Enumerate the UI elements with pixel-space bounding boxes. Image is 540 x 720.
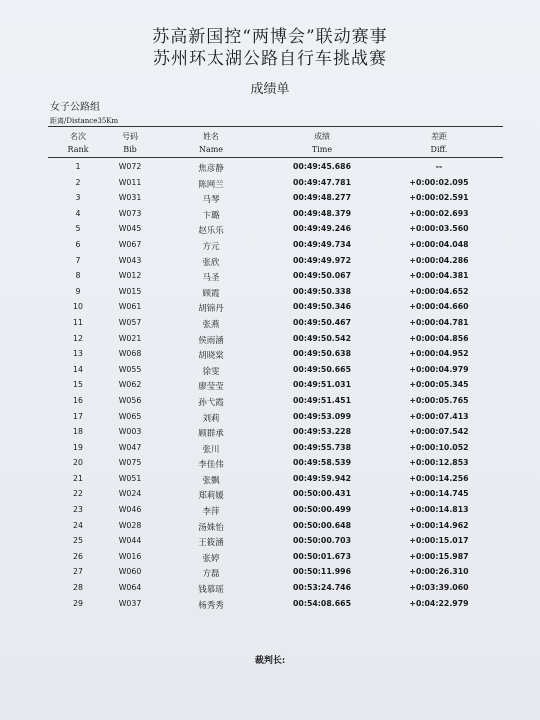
time-cell: 00:50:00.648 (292, 520, 352, 530)
rank-cell: 14 (73, 364, 83, 374)
distance-label: 距离/Distance35Km (50, 117, 119, 125)
table-row (0, 363, 540, 379)
time-cell: 00:49:55.738 (292, 442, 352, 452)
bib-cell: W060 (118, 567, 142, 577)
time-cell: 00:49:50.542 (292, 333, 352, 343)
table-row (0, 332, 540, 348)
bib-cell: W064 (118, 583, 142, 593)
table-row (0, 160, 540, 176)
name-cell: 郑莉媛 (198, 491, 224, 502)
rank-cell: 2 (75, 177, 81, 187)
time-cell: 00:49:53.099 (292, 411, 352, 421)
header-diff-en: Diff. (430, 145, 448, 154)
name-cell: 顾群承 (198, 429, 224, 440)
table-row (0, 441, 540, 457)
bib-cell: W061 (118, 302, 142, 312)
name-cell: 陈网兰 (198, 179, 224, 190)
rank-cell: 25 (73, 536, 83, 546)
diff-cell: +0:00:02.095 (409, 177, 469, 187)
diff-cell: -- (435, 162, 443, 171)
bib-cell: W015 (118, 286, 142, 296)
diff-cell: +0:00:12.853 (409, 458, 469, 468)
bib-cell: W003 (118, 427, 142, 437)
bib-cell: W055 (118, 364, 142, 374)
rank-cell: 22 (73, 489, 83, 499)
table-row (0, 222, 540, 238)
time-cell: 00:49:50.346 (292, 302, 352, 312)
bib-cell: W043 (118, 255, 142, 265)
name-cell: 徐雯 (202, 366, 220, 377)
time-cell: 00:49:48.277 (292, 193, 352, 203)
bib-cell: W065 (118, 411, 142, 421)
rank-cell: 15 (73, 380, 83, 390)
bib-cell: W012 (118, 271, 142, 281)
document-title: 成绩单 (250, 82, 290, 97)
bib-cell: W056 (118, 395, 142, 405)
diff-cell: +0:00:04.652 (409, 286, 469, 296)
table-row (0, 254, 540, 270)
table-row (0, 503, 540, 519)
rank-cell: 20 (73, 458, 83, 468)
header-bib-cn: 号码 (122, 132, 138, 141)
name-cell: 卞璐 (202, 210, 220, 221)
table-row (0, 581, 540, 597)
diff-cell: +0:00:03.560 (409, 224, 469, 234)
rank-cell: 5 (75, 224, 81, 234)
table-row (0, 550, 540, 566)
name-cell: 王筱涵 (198, 538, 224, 549)
bib-cell: W046 (118, 505, 142, 515)
time-cell: 00:50:00.703 (292, 536, 352, 546)
time-cell: 00:49:59.942 (292, 473, 352, 483)
name-cell: 汤姝怡 (198, 522, 224, 533)
name-cell: 李萍 (202, 507, 220, 518)
diff-cell: +0:00:07.413 (409, 411, 469, 421)
diff-cell: +0:00:14.962 (409, 520, 469, 530)
bib-cell: W073 (118, 208, 142, 218)
diff-cell: +0:00:04.952 (409, 349, 469, 359)
diff-cell: +0:00:04.048 (409, 239, 469, 249)
table-row (0, 347, 540, 363)
bib-cell: W072 (118, 162, 142, 171)
name-cell: 张川 (202, 444, 220, 455)
diff-cell: +0:00:04.660 (409, 302, 469, 312)
diff-cell: +0:00:10.052 (409, 442, 469, 452)
rank-cell: 19 (73, 442, 83, 452)
bib-cell: W021 (118, 333, 142, 343)
bib-cell: W062 (118, 380, 142, 390)
header-rank-en: Rank (67, 145, 89, 154)
bib-cell: W031 (118, 193, 142, 203)
diff-cell: +0:00:26.310 (409, 567, 469, 577)
results-table-body (0, 160, 540, 612)
diff-cell: +0:00:04.286 (409, 255, 469, 265)
name-cell: 张飘 (202, 475, 220, 486)
time-cell: 00:49:50.665 (292, 364, 352, 374)
name-cell: 马圣 (202, 273, 220, 284)
rank-cell: 18 (73, 427, 83, 437)
rank-cell: 11 (73, 317, 83, 327)
table-row (0, 425, 540, 441)
name-cell: 张燕 (202, 319, 220, 330)
rank-cell: 27 (73, 567, 83, 577)
diff-cell: +0:03:39.060 (409, 583, 469, 593)
diff-cell: +0:00:15.987 (409, 551, 469, 561)
header-rank-cn: 名次 (70, 132, 86, 141)
time-cell: 00:49:50.638 (292, 349, 352, 359)
name-cell: 胡锦丹 (198, 304, 224, 315)
rank-cell: 4 (75, 208, 81, 218)
rank-cell: 29 (73, 598, 83, 608)
time-cell: 00:49:50.338 (292, 286, 352, 296)
diff-cell: +0:00:02.591 (409, 193, 469, 203)
rank-cell: 17 (73, 411, 83, 421)
rank-cell: 16 (73, 395, 83, 405)
header-time-en: Time (311, 145, 333, 154)
event-title-line1: 苏高新国控“两博会”联动赛事 (152, 27, 388, 47)
event-title-line2: 苏州环太湖公路自行车挑战赛 (153, 49, 387, 69)
name-cell: 杨秀秀 (198, 600, 224, 611)
table-header-rule (48, 157, 503, 158)
name-cell: 刘莉 (202, 413, 220, 424)
diff-cell: +0:04:22.979 (409, 598, 469, 608)
time-cell: 00:49:49.972 (292, 255, 352, 265)
table-row (0, 534, 540, 550)
bib-cell: W047 (118, 442, 142, 452)
time-cell: 00:50:11.996 (292, 567, 352, 577)
time-cell: 00:49:51.031 (292, 380, 352, 390)
table-row (0, 410, 540, 426)
name-cell: 焦彦静 (198, 164, 224, 174)
time-cell: 00:54:08.665 (292, 598, 352, 608)
diff-cell: +0:00:02.693 (409, 208, 469, 218)
name-cell: 顾霞 (202, 288, 220, 299)
rank-cell: 13 (73, 349, 83, 359)
table-row (0, 191, 540, 207)
rank-cell: 8 (75, 271, 81, 281)
diff-cell: +0:00:04.979 (409, 364, 469, 374)
name-cell: 张欣 (202, 257, 220, 268)
time-cell: 00:49:45.686 (292, 162, 352, 171)
diff-cell: +0:00:07.542 (409, 427, 469, 437)
rank-cell: 26 (73, 551, 83, 561)
bib-cell: W067 (118, 239, 142, 249)
time-cell: 00:50:00.499 (292, 505, 352, 515)
bib-cell: W044 (118, 536, 142, 546)
rank-cell: 3 (75, 193, 81, 203)
table-row (0, 378, 540, 394)
name-cell: 马琴 (202, 195, 220, 206)
time-cell: 00:53:24.746 (292, 583, 352, 593)
rank-cell: 10 (73, 302, 83, 312)
time-cell: 00:49:49.734 (292, 239, 352, 249)
name-cell: 孙弋霞 (198, 397, 224, 408)
name-cell: 赵乐乐 (198, 226, 224, 237)
table-row (0, 472, 540, 488)
diff-cell: +0:00:14.745 (409, 489, 469, 499)
rank-cell: 23 (73, 505, 83, 515)
time-cell: 00:49:48.379 (292, 208, 352, 218)
rank-cell: 28 (73, 583, 83, 593)
bib-cell: W024 (118, 489, 142, 499)
time-cell: 00:49:49.246 (292, 224, 352, 234)
bib-cell: W016 (118, 551, 142, 561)
table-row (0, 285, 540, 301)
name-cell: 李佳伟 (198, 460, 224, 471)
table-row (0, 456, 540, 472)
bib-cell: W051 (118, 473, 142, 483)
header-name-cn: 姓名 (203, 132, 219, 141)
rank-cell: 24 (73, 520, 83, 530)
rank-cell: 6 (75, 239, 81, 249)
time-cell: 00:49:50.067 (292, 271, 352, 281)
table-row (0, 316, 540, 332)
bib-cell: W057 (118, 317, 142, 327)
bib-cell: W028 (118, 520, 142, 530)
rank-cell: 1 (75, 162, 81, 171)
referee-signature-label: 裁判长: (254, 656, 286, 666)
diff-cell: +0:00:14.813 (409, 505, 469, 515)
rank-cell: 7 (75, 255, 81, 265)
table-row (0, 176, 540, 192)
diff-cell: +0:00:14.256 (409, 473, 469, 483)
group-label: 女子公路组 (50, 102, 100, 113)
diff-cell: +0:00:04.381 (409, 271, 469, 281)
time-cell: 00:49:47.781 (292, 177, 352, 187)
name-cell: 钱慕瑶 (198, 585, 224, 596)
table-row (0, 269, 540, 285)
bib-cell: W045 (118, 224, 142, 234)
header-diff-cn: 差距 (431, 132, 447, 141)
rank-cell: 9 (75, 286, 81, 296)
time-cell: 00:49:50.467 (292, 317, 352, 327)
time-cell: 00:50:01.673 (292, 551, 352, 561)
name-cell: 侯雨涵 (198, 335, 224, 346)
bib-cell: W037 (118, 598, 142, 608)
table-row (0, 394, 540, 410)
rank-cell: 21 (73, 473, 83, 483)
table-row (0, 597, 540, 613)
name-cell: 张婷 (202, 553, 220, 564)
table-row (0, 519, 540, 535)
header-time-cn: 成绩 (314, 132, 330, 141)
table-row (0, 487, 540, 503)
time-cell: 00:49:51.451 (292, 395, 352, 405)
bib-cell: W068 (118, 349, 142, 359)
diff-cell: +0:00:05.345 (409, 380, 469, 390)
name-cell: 方磊 (202, 569, 220, 580)
table-row (0, 238, 540, 254)
header-bib-en: Bib (123, 145, 137, 154)
diff-cell: +0:00:15.017 (409, 536, 469, 546)
time-cell: 00:49:58.539 (292, 458, 352, 468)
header-name-en: Name (198, 145, 224, 154)
table-row (0, 300, 540, 316)
name-cell: 方元 (202, 241, 220, 252)
diff-cell: +0:00:04.856 (409, 333, 469, 343)
table-row (0, 565, 540, 581)
name-cell: 廖莹莹 (198, 382, 224, 393)
table-row (0, 207, 540, 223)
rank-cell: 12 (73, 333, 83, 343)
table-top-rule (48, 126, 503, 127)
bib-cell: W011 (118, 177, 142, 187)
time-cell: 00:49:53.228 (292, 427, 352, 437)
time-cell: 00:50:00.431 (292, 489, 352, 499)
diff-cell: +0:00:05.765 (409, 395, 469, 405)
diff-cell: +0:00:04.781 (409, 317, 469, 327)
name-cell: 胡晓棠 (198, 351, 224, 362)
bib-cell: W075 (118, 458, 142, 468)
